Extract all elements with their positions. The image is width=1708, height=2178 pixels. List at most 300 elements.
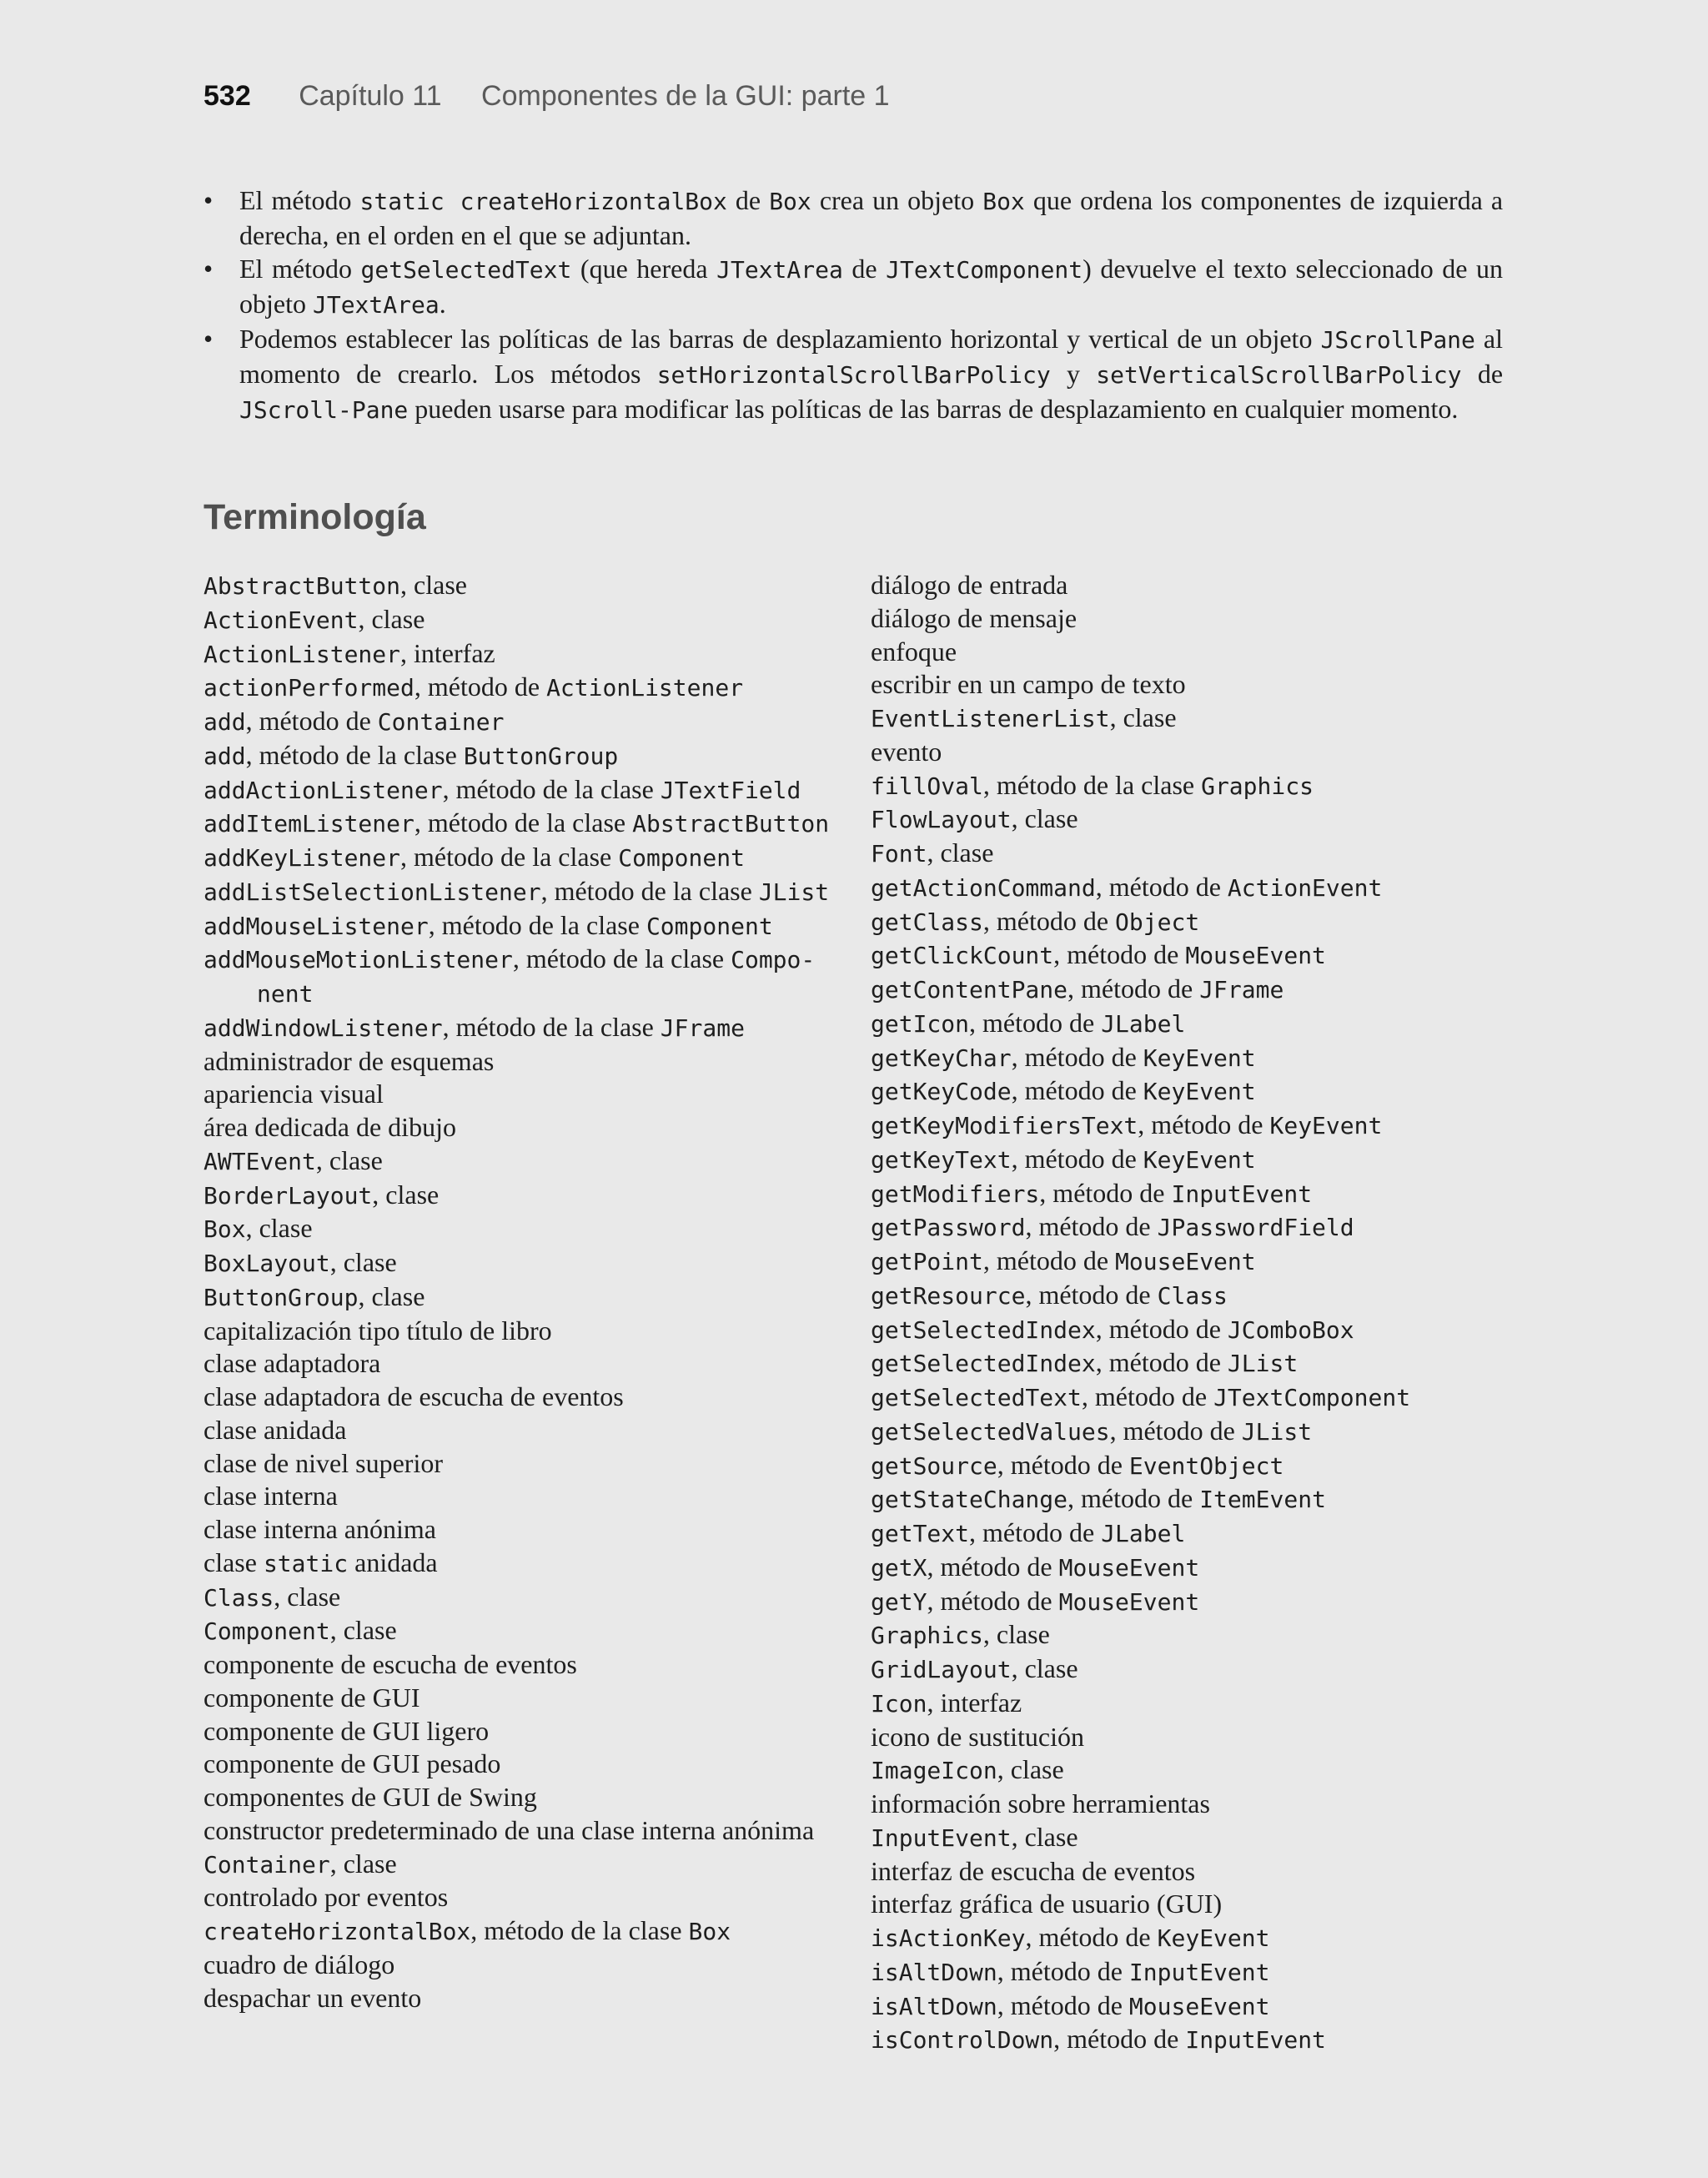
term-item (871, 1007, 1505, 1041)
text-segment: , método de (997, 1449, 1129, 1480)
code-term: setVerticalScrollBarPolicy (1096, 361, 1462, 389)
code-term: getIcon (871, 1009, 970, 1038)
text-segment: clase adaptadora (203, 1348, 381, 1379)
text-segment: al momento de crearlo. Los métodos (239, 324, 1504, 389)
text-segment: , clase (274, 1581, 341, 1612)
text-segment: , clase (1011, 1821, 1078, 1852)
text-segment: , método de la clase (245, 739, 464, 770)
text-segment: , interfaz (400, 637, 495, 668)
term-item (203, 1614, 837, 1648)
term-item (871, 1279, 1505, 1313)
code-term: getClass (871, 908, 983, 936)
term-item (871, 1415, 1505, 1449)
code-term: add (203, 742, 246, 770)
text-segment: , método de (1109, 1415, 1242, 1446)
text-segment: , interfaz (927, 1687, 1022, 1718)
term-item (871, 1482, 1505, 1517)
term-item (871, 1517, 1505, 1551)
term-item (871, 1687, 1505, 1721)
text-segment: , clase (400, 570, 467, 600)
text-segment: , clase (1109, 702, 1177, 732)
term-item (203, 1246, 837, 1280)
text-segment: clase anidada (203, 1414, 347, 1445)
term-item (203, 1212, 837, 1246)
term-item (203, 943, 837, 1011)
text-segment: El método (239, 185, 360, 215)
code-term: InputEvent (1171, 1180, 1313, 1208)
text-segment: componente de GUI (203, 1682, 420, 1713)
code-term: ItemEvent (1199, 1486, 1326, 1514)
code-term: getKeyCode (871, 1078, 1012, 1106)
text-segment: que ordena los componentes de izquierda a derecha, en el orden en el que se adjuntan. (239, 185, 1504, 250)
text-segment: , método de (969, 1007, 1102, 1038)
term-item (871, 905, 1505, 939)
code-term: getKeyModifiersText (871, 1112, 1138, 1139)
code-term: ButtonGroup (203, 1283, 359, 1311)
code-term: Class (203, 1583, 274, 1612)
code-term: isAltDown (871, 1958, 997, 1986)
term-item (203, 1414, 837, 1447)
code-term: getSelectedText (871, 1384, 1082, 1411)
term-item (203, 1447, 837, 1481)
term-item (203, 1848, 837, 1882)
text-segment: de (1461, 359, 1504, 389)
term-item (203, 773, 837, 807)
code-term: createHorizontalBox (203, 1918, 471, 1945)
code-term: getKeyChar (871, 1044, 1012, 1072)
term-item (871, 1721, 1505, 1754)
code-term: getActionCommand (871, 873, 1096, 902)
code-term: getSelectedIndex (871, 1350, 1096, 1378)
text-segment: , método de (927, 1551, 1059, 1582)
term-item (203, 1682, 837, 1715)
text-segment: evento (871, 736, 942, 767)
code-term: getSource (871, 1451, 997, 1480)
text-segment: componentes de GUI de Swing (203, 1782, 537, 1812)
text-segment: , clase (1011, 1653, 1078, 1683)
term-item (203, 1347, 837, 1381)
text-segment: enfoque (871, 636, 957, 666)
term-item (871, 1618, 1505, 1652)
term-item (203, 1748, 837, 1781)
code-term: static createHorizontalBox (359, 188, 727, 215)
chapter-label: Capítulo 11 (299, 80, 442, 112)
code-term: EventObject (1128, 1451, 1284, 1480)
text-segment: (que hereda (571, 254, 717, 284)
code-term: JLabel (1101, 1009, 1186, 1038)
section-title: Terminología (203, 497, 426, 537)
code-term: JFrame (1199, 976, 1284, 1003)
code-term: BorderLayout (203, 1181, 373, 1210)
term-item (871, 1143, 1505, 1177)
term-item (203, 1045, 837, 1079)
code-term: JPasswordField (1157, 1214, 1354, 1242)
code-term: ActionListener (546, 674, 744, 702)
code-term: InputEvent (1185, 2026, 1326, 2055)
page-number: 532 (203, 80, 251, 112)
term-item (871, 1921, 1505, 1955)
code-term: setHorizontalScrollBarPolicy (656, 361, 1051, 389)
text-segment: , clase (358, 603, 425, 634)
text-segment: , método de la clase (442, 1011, 661, 1042)
code-term: Graphics (871, 1622, 983, 1650)
text-segment: , método de (1068, 1483, 1200, 1514)
text-segment: pueden usarse para modificar las políticas de las barras de desplazamiento en cualquier momento. (408, 394, 1459, 424)
text-segment: , método de la clase (414, 807, 633, 838)
code-term: JTextArea (716, 256, 843, 284)
term-item (203, 1581, 837, 1615)
text-segment: , método de (1025, 1922, 1158, 1952)
term-item (203, 1982, 837, 2015)
text-segment: , clase (358, 1280, 425, 1311)
term-item (871, 1821, 1505, 1855)
terminology-left-column (203, 569, 837, 2015)
term-item (203, 1144, 837, 1179)
term-item (871, 871, 1505, 905)
text-segment: , método de (997, 1955, 1129, 1986)
term-item (871, 1210, 1505, 1245)
code-term: addMouseListener (203, 912, 429, 940)
code-term: actionPerformed (203, 674, 414, 702)
term-item (871, 1652, 1505, 1687)
text-segment: diálogo de entrada (871, 570, 1068, 600)
text-segment: crea un objeto (811, 185, 983, 215)
code-term: Class (1157, 1281, 1228, 1310)
text-segment: , método de (1025, 1211, 1158, 1242)
code-term: Box (982, 188, 1025, 215)
code-term: AbstractButton (203, 572, 401, 600)
text-segment: , método de (1025, 1279, 1158, 1310)
page-header (203, 80, 890, 113)
text-segment: clase de nivel superior (203, 1447, 443, 1478)
text-segment: , método de (927, 1585, 1059, 1616)
code-term: addActionListener (203, 776, 443, 804)
text-segment: de (726, 185, 770, 215)
text-segment: , método de (1095, 1347, 1228, 1378)
code-term: AbstractButton (632, 810, 830, 838)
code-term: getStateChange (871, 1486, 1068, 1514)
code-term: Component (203, 1617, 330, 1646)
text-segment: , método de (982, 1245, 1116, 1275)
term-item (871, 2023, 1505, 2057)
text-segment: , método de (1039, 1177, 1172, 1208)
code-term: getPassword (871, 1214, 1026, 1242)
code-term: AWTEvent (203, 1147, 316, 1175)
code-term: Box (688, 1918, 731, 1945)
code-term: JTextArea (312, 291, 440, 319)
bullet-item (203, 322, 1503, 427)
code-term: BoxLayout (203, 1250, 330, 1277)
term-item (871, 636, 1505, 669)
code-term: JScroll-Pane (239, 396, 409, 424)
term-item (203, 1111, 837, 1144)
code-term: ActionEvent (203, 606, 359, 634)
term-item (871, 1041, 1505, 1075)
text-segment: clase (203, 1547, 264, 1577)
term-item (203, 1381, 837, 1414)
term-item (871, 702, 1505, 736)
term-item (871, 1788, 1505, 1821)
text-segment: , método de la clase (982, 769, 1202, 800)
text-segment: , método de la clase (442, 773, 661, 804)
text-segment: , método de (1011, 1041, 1143, 1072)
text-segment: clase interna anónima (203, 1514, 436, 1544)
text-segment: área dedicada de dibujo (203, 1112, 456, 1142)
term-item (203, 1881, 837, 1914)
bullet-item (203, 184, 1503, 252)
code-term: fillOval (871, 772, 983, 800)
code-term: JList (1241, 1417, 1313, 1446)
term-item (203, 1480, 837, 1513)
term-item (203, 1914, 837, 1949)
text-segment: interfaz de escucha de eventos (871, 1855, 1196, 1886)
code-term: getSelectedIndex (871, 1315, 1096, 1344)
term-item (203, 739, 837, 773)
text-segment: , método de (1053, 939, 1186, 970)
term-item (871, 1955, 1505, 1989)
code-term: getResource (871, 1281, 1026, 1310)
text-segment: icono de sustitución (871, 1721, 1084, 1752)
term-item (203, 1781, 837, 1814)
text-segment: , método de (982, 905, 1116, 936)
code-term: isControlDown (871, 2026, 1054, 2055)
code-term: JComboBox (1227, 1315, 1354, 1344)
text-segment: capitalización tipo título de libro (203, 1315, 552, 1346)
text-segment: , clase (927, 837, 994, 868)
term-item (871, 1989, 1505, 2024)
terminology-right-column (871, 569, 1505, 2057)
code-term: KeyEvent (1269, 1112, 1383, 1139)
term-item (203, 1078, 837, 1111)
term-item (203, 1949, 837, 1982)
term-item (203, 807, 837, 841)
code-term: JTextComponent (886, 256, 1083, 284)
text-segment: , método de (969, 1517, 1102, 1547)
chapter-title: Componentes de la GUI: parte 1 (481, 80, 890, 112)
term-item (871, 736, 1505, 769)
code-term: MouseEvent (1128, 1992, 1270, 2020)
term-item (871, 802, 1505, 837)
code-term: Icon (871, 1689, 927, 1718)
term-item (203, 671, 837, 705)
text-segment: ) devuelve el texto seleccionado de un objeto (239, 254, 1504, 319)
term-item (203, 1715, 837, 1748)
code-term: getY (871, 1587, 927, 1616)
text-segment: , clase (997, 1754, 1064, 1785)
term-item (871, 1313, 1505, 1347)
code-term: MouseEvent (1185, 942, 1326, 970)
term-item (871, 1074, 1505, 1109)
text-segment: escribir en un campo de texto (871, 669, 1186, 700)
code-term: MouseEvent (1058, 1587, 1200, 1616)
code-term: addWindowListener (203, 1014, 443, 1042)
code-term: JTextField (660, 776, 801, 804)
text-segment: , clase (329, 1848, 397, 1879)
text-segment: clase interna (203, 1481, 338, 1512)
text-segment: apariencia visual (203, 1079, 384, 1109)
code-term: addItemListener (203, 810, 414, 838)
text-segment: clase adaptadora de escucha de eventos (203, 1381, 624, 1411)
code-term: MouseEvent (1058, 1553, 1200, 1582)
code-term: ImageIcon (871, 1757, 997, 1785)
text-segment: , método de la clase (400, 842, 619, 872)
term-item (871, 668, 1505, 702)
code-term: JLabel (1101, 1520, 1186, 1547)
code-term: Component (618, 844, 745, 872)
code-term: KeyEvent (1143, 1145, 1256, 1174)
code-term: Component (646, 912, 773, 940)
term-item (871, 1888, 1505, 1921)
text-segment: interfaz gráfica de usuario (GUI) (871, 1889, 1223, 1919)
term-item (203, 569, 837, 603)
text-segment: , clase (329, 1247, 397, 1277)
text-segment: , clase (329, 1615, 397, 1646)
code-term: Compo- nent (257, 946, 816, 1008)
text-segment: componente de GUI ligero (203, 1715, 490, 1746)
text-segment: anidada (348, 1547, 438, 1577)
text-segment: administrador de esquemas (203, 1045, 495, 1076)
term-item (203, 1315, 837, 1348)
code-term: static (263, 1549, 349, 1577)
summary-bullets (203, 184, 1503, 427)
code-term: isAltDown (871, 1992, 997, 2020)
term-item (871, 569, 1505, 602)
code-term: Font (871, 840, 927, 868)
term-item (871, 1381, 1505, 1415)
term-item (871, 602, 1505, 636)
code-term: ButtonGroup (463, 742, 619, 770)
code-term: isActionKey (871, 1924, 1026, 1952)
code-term: ActionListener (203, 640, 401, 668)
code-term: JTextComponent (1213, 1384, 1411, 1411)
code-term: JFrame (660, 1014, 745, 1042)
term-item (203, 637, 837, 672)
term-item (203, 603, 837, 637)
term-item (203, 841, 837, 875)
term-item (871, 1346, 1505, 1381)
code-term: KeyEvent (1143, 1078, 1256, 1106)
text-segment: , método de (1011, 1143, 1143, 1174)
text-segment: componente de escucha de eventos (203, 1649, 577, 1679)
text-segment: Podemos establecer las políticas de las barras de desplazamiento horizontal y vertical de un objeto (239, 324, 1321, 354)
term-item (203, 875, 837, 909)
code-term: FlowLayout (871, 806, 1012, 834)
text-segment: , método de (1053, 2024, 1186, 2055)
term-item (871, 837, 1505, 871)
text-segment: , método de (1068, 973, 1200, 1003)
text-segment: , método de (1081, 1381, 1214, 1411)
code-term: EventListenerList (871, 705, 1110, 732)
code-term: addKeyListener (203, 844, 401, 872)
code-term: InputEvent (871, 1823, 1012, 1852)
code-term: KeyEvent (1143, 1044, 1256, 1072)
text-segment: , método de (997, 1989, 1129, 2020)
text-segment: información sobre herramientas (871, 1788, 1210, 1818)
bullet-item (203, 252, 1503, 322)
code-term: getSelectedValues (871, 1417, 1110, 1446)
term-item (871, 1109, 1505, 1143)
term-item (203, 1280, 837, 1315)
code-term: addMouseMotionListener (203, 946, 513, 974)
text-segment: El método (239, 254, 361, 284)
text-segment: , método de (1138, 1109, 1270, 1139)
text-segment: . (439, 289, 446, 319)
code-term: Graphics (1201, 772, 1314, 800)
term-item (203, 1648, 837, 1682)
term-item (871, 1449, 1505, 1483)
code-term: getKeyText (871, 1145, 1012, 1174)
text-segment: despachar un evento (203, 1982, 422, 2013)
text-segment: cuadro de diálogo (203, 1949, 395, 1979)
text-segment: , clase (245, 1213, 313, 1244)
code-term: getSelectedText (360, 256, 572, 284)
text-segment: diálogo de mensaje (871, 602, 1078, 633)
text-segment: , clase (982, 1619, 1050, 1650)
code-term: MouseEvent (1115, 1248, 1256, 1275)
code-term: Box (769, 188, 811, 215)
term-item (871, 769, 1505, 803)
text-segment: , clase (315, 1144, 383, 1175)
term-item (871, 1177, 1505, 1211)
code-term: getModifiers (871, 1180, 1040, 1208)
code-term: KeyEvent (1157, 1924, 1270, 1952)
code-term: Container (203, 1850, 330, 1879)
text-segment: , método de (1095, 871, 1228, 902)
text-segment: , clase (372, 1179, 440, 1210)
code-term: getPoint (871, 1248, 983, 1275)
text-segment: , método de la clase (512, 943, 731, 974)
term-item (871, 1585, 1505, 1619)
code-term: Container (377, 708, 505, 736)
text-segment: y (1050, 359, 1097, 389)
text-segment: constructor predeterminado de una clase interna anónima (203, 1814, 815, 1845)
code-term: getX (871, 1553, 927, 1582)
term-item (203, 1011, 837, 1045)
code-term: getText (871, 1520, 970, 1547)
text-segment: , método de la clase (540, 875, 759, 906)
code-term: Object (1115, 908, 1200, 936)
term-item (871, 1753, 1505, 1788)
code-term: getContentPane (871, 976, 1068, 1003)
text-segment: , método de (414, 672, 547, 702)
code-term: Box (203, 1215, 246, 1244)
text-segment: , método de la clase (428, 909, 646, 940)
code-term: JList (1227, 1350, 1299, 1378)
term-item (203, 1547, 837, 1581)
term-item (871, 1245, 1505, 1279)
term-item (203, 705, 837, 739)
code-term: InputEvent (1128, 1958, 1270, 1986)
code-term: addListSelectionListener (203, 878, 541, 906)
text-segment: , método de (1011, 1075, 1143, 1106)
text-segment: , método de (245, 706, 378, 736)
term-item (203, 1814, 837, 1848)
text-segment: de (842, 254, 887, 284)
term-item (871, 1855, 1505, 1889)
code-term: JScrollPane (1320, 326, 1475, 354)
code-term: getClickCount (871, 942, 1054, 970)
code-term: ActionEvent (1227, 873, 1383, 902)
code-term: GridLayout (871, 1656, 1012, 1683)
code-term: JList (758, 878, 830, 906)
term-item (203, 909, 837, 943)
code-term: add (203, 708, 246, 736)
term-item (871, 938, 1505, 973)
term-item (871, 973, 1505, 1007)
term-item (871, 1551, 1505, 1585)
text-segment: , clase (1011, 803, 1078, 834)
text-segment: , método de la clase (470, 1915, 689, 1945)
